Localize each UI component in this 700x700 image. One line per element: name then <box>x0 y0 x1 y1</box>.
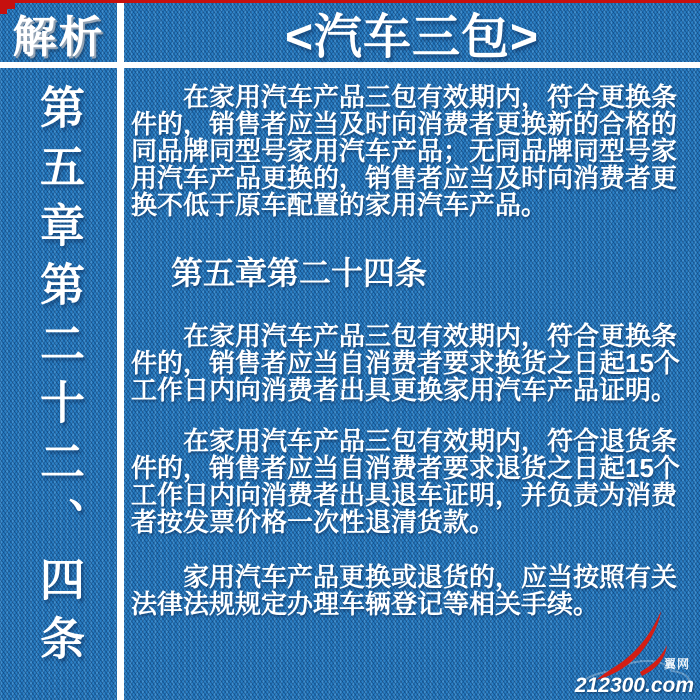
law-paragraph: 在家用汽车产品三包有效期内，符合更换条件的，销售者应当及时向消费者更换新的合格的同品牌同型号家用汽车产品；无同品牌同型号家用汽车产品更换的，销售者应当及时向消费者更换不低于原车配置的家用汽车产品。 <box>131 82 678 220</box>
site-watermark <box>568 608 698 698</box>
watermark-site-url: 212300.com <box>574 674 694 697</box>
page-title: <汽车三包> <box>284 11 540 64</box>
analysis-badge <box>0 3 117 62</box>
watermark-site-label: 翼网 <box>663 657 690 671</box>
red-corner-accent <box>0 0 7 14</box>
chapter-sidebar-title: 第五章第二十二、四条 <box>33 84 84 674</box>
chapter-sidebar <box>0 68 117 700</box>
red-top-border <box>0 0 700 3</box>
section-heading: 第五章第二十四条 <box>171 255 428 291</box>
analysis-badge-label: 解析 <box>12 12 105 62</box>
page-title-bar <box>124 3 700 62</box>
law-paragraph: 在家用汽车产品三包有效期内，符合更换条件的，销售者应当自消费者要求换货之日起15个工作日内向消费者出具更换家用汽车产品证明。 <box>131 321 680 405</box>
main-content <box>124 68 700 700</box>
law-paragraph: 家用汽车产品更换或退货的，应当按照有关法律法规规定办理车辆登记等相关手续。 <box>131 562 678 619</box>
law-paragraph: 在家用汽车产品三包有效期内，符合退货条件的，销售者应当自消费者要求退货之日起15个工作日内向消费者出具退车证明，并负责为消费者按发票价格一次性退清货款。 <box>131 426 680 537</box>
